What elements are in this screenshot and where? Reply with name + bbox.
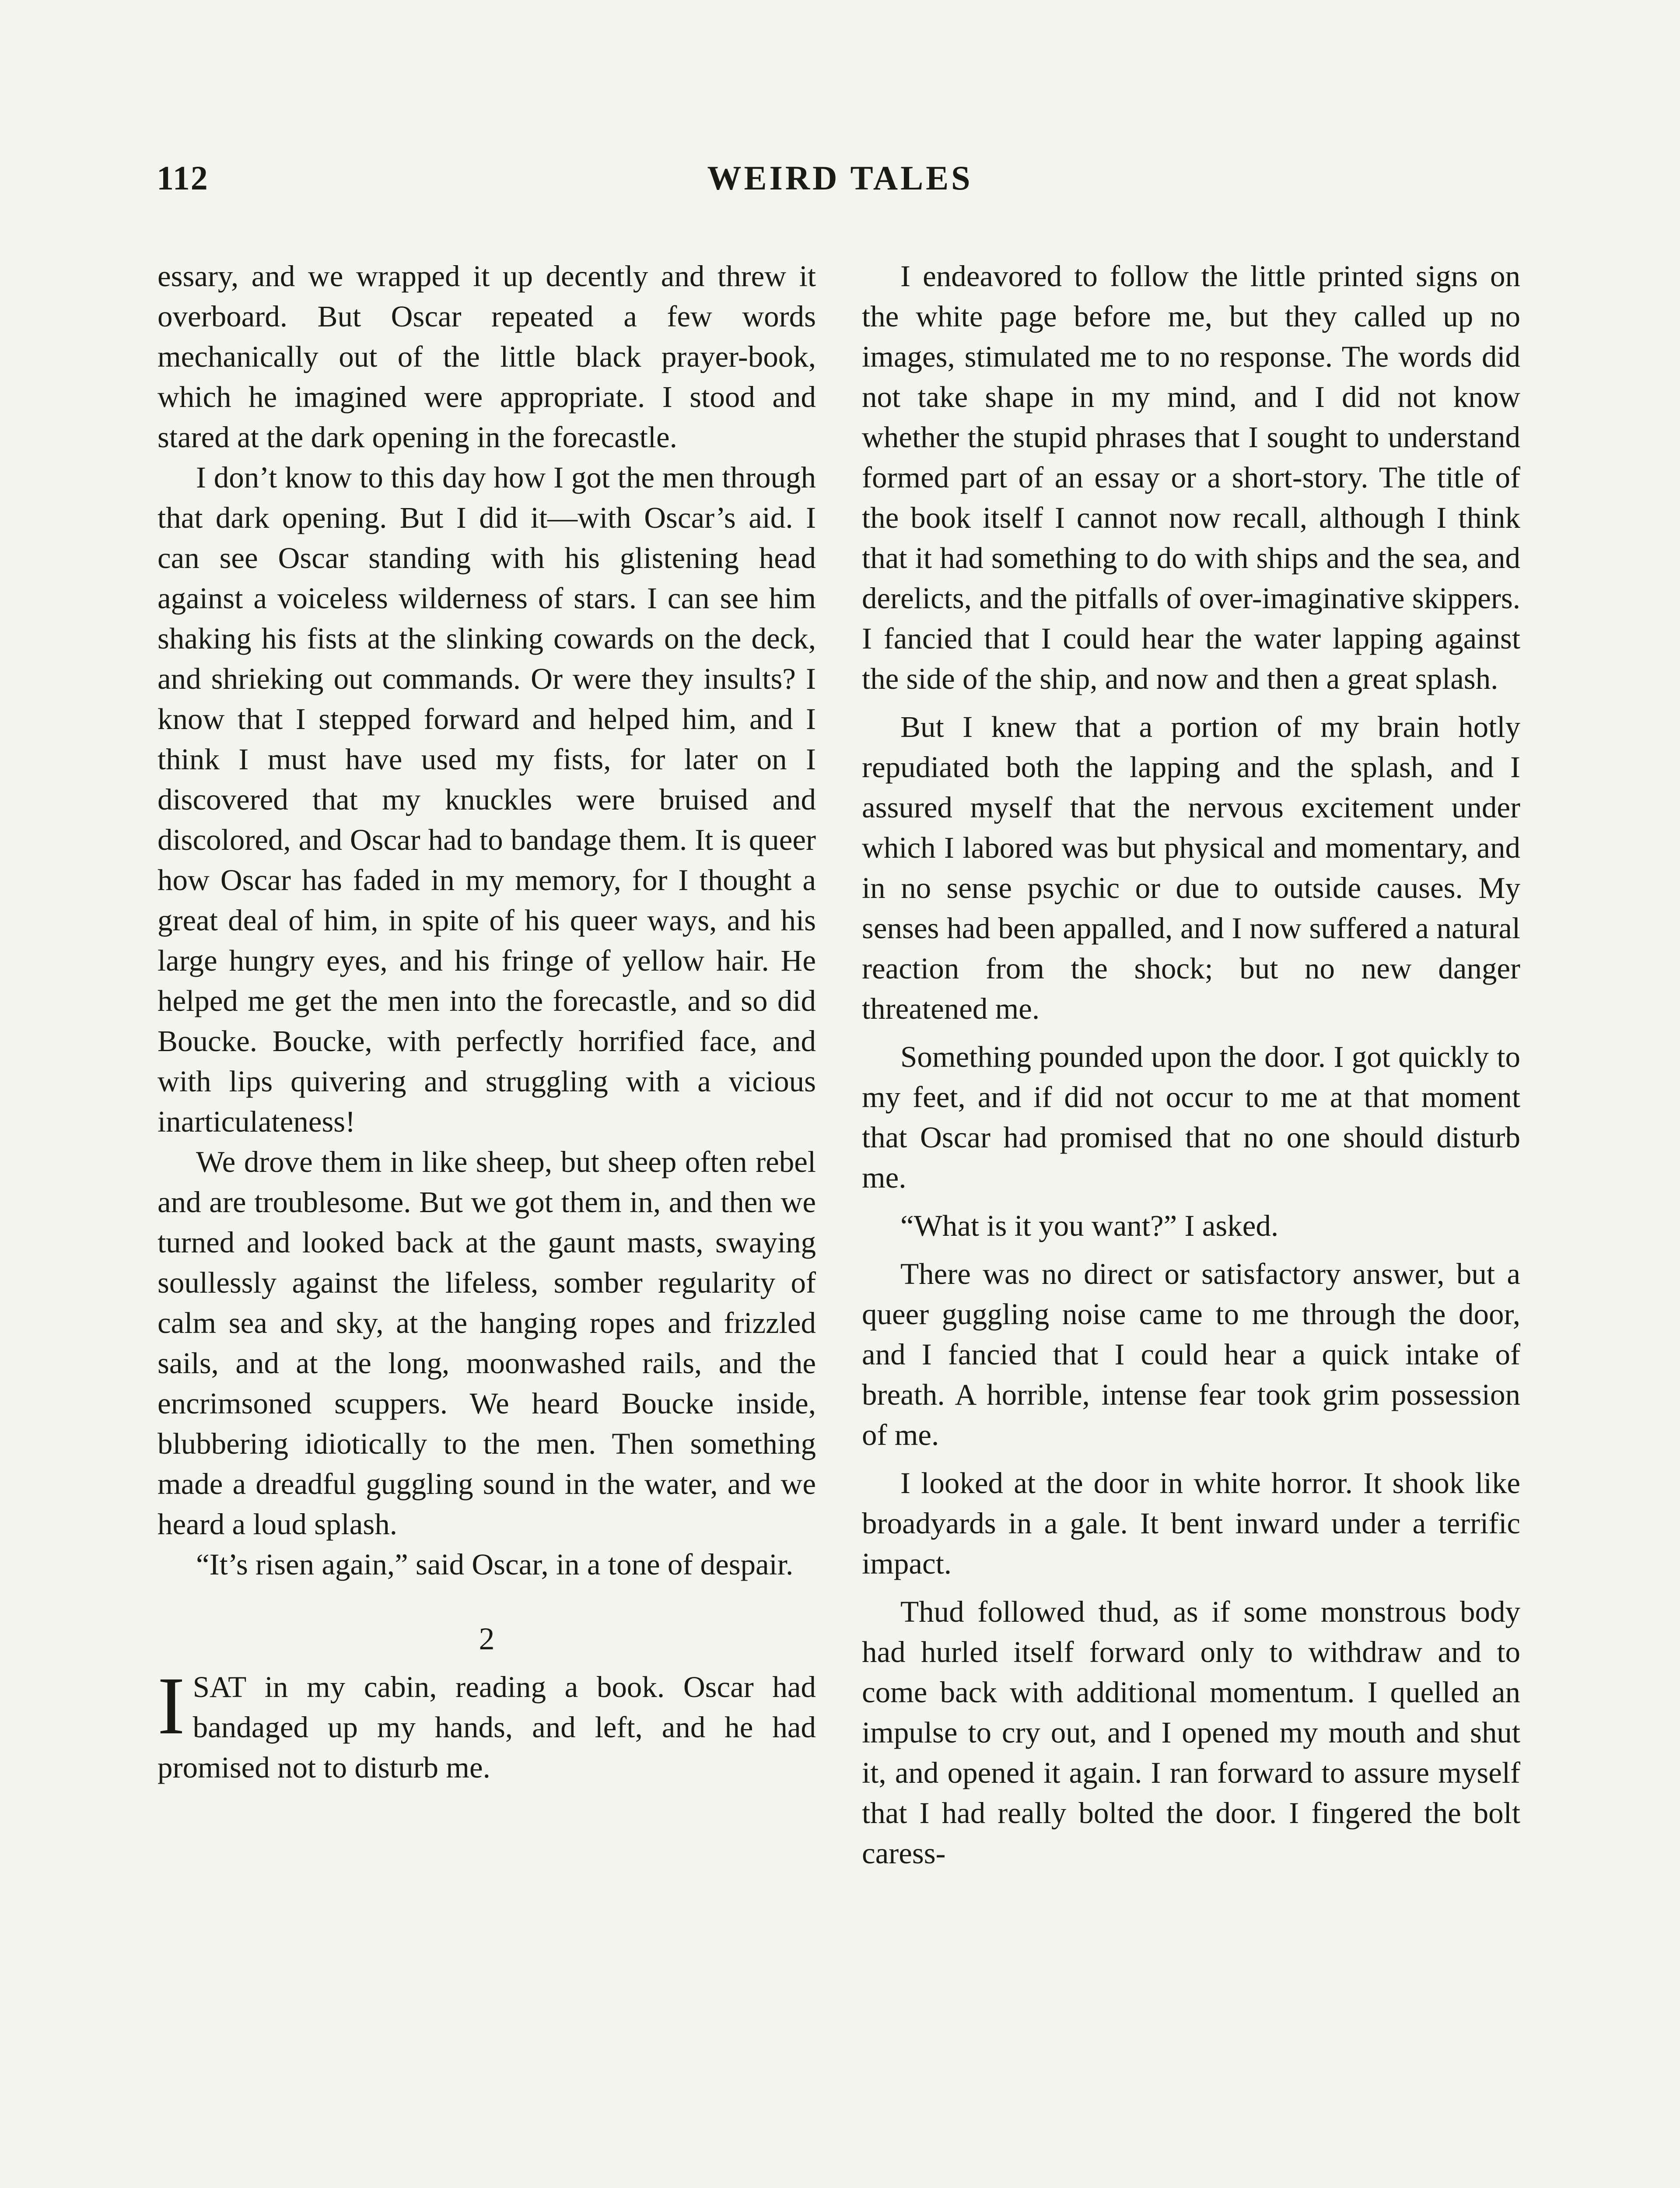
paragraph: “It’s risen again,” said Oscar, in a tone of despair. (196, 1548, 794, 1581)
paragraph: Thud followed thud, as if some monstrous body had hurled itself forward only to withdraw and to come back with additional momentum. I quelled an impulse to cry out, and I opened my mouth and shut it, and opened it again. I ran forward to assure myself that I had really bolted the door. I fingered the bolt caress- (862, 1595, 1520, 1870)
paragraph: essary, and we wrapped it up decently and threw it overboard. But Oscar repeated a few words mechanically out of the little black prayer-book, which he imagined were appropriate. I stood and stared at the dark opening in the forecastle. (158, 259, 816, 454)
paragraph: There was no direct or satisfactory answer, but a queer guggling noise came to me through the door, and I fancied that I could hear a quick intake of breath. A horrible, intense fear took grim possession of me. (862, 1257, 1520, 1452)
right-column (862, 256, 1520, 1873)
section-number: 2 (479, 1621, 495, 1656)
paragraph: Something pounded upon the door. I got quickly to my feet, and if did not occur to me at that moment that Oscar had promised that no one should disturb me. (862, 1040, 1520, 1194)
paragraph: I endeavored to follow the little printed signs on the white page before me, but they called up no images, stimulated me to no response. The words did not take shape in my mind, and I did not know whether the stupid phrases that I sought to understand formed part of an essay or a short-story. The title of the book itself I cannot now recall, although I think that it had something to do with ships and the sea, and derelicts, and the pitfalls of over-imaginative skippers. I fancied that I could hear the water lapping against the side of the ship, and now and then a great splash. (862, 259, 1520, 695)
page-header (0, 158, 1680, 202)
paragraph: I don’t know to this day how I got the men through that dark opening. But I did it—with Oscar’s aid. I can see Oscar standing with his glistening head against a voiceless wilderness of stars. I can see him shaking his fists at the slinking cowards on the deck, and shrieking out commands. Or were they insults? I know that I stepped forward and helped him, and I think I must have used my fists, for later on I discovered that my knuckles were bruised and discolored, and Oscar had to bandage them. It is queer how Oscar has faded in my memory, for I thought a great deal of him, in spite of his queer ways, and his large hungry eyes, and his fringe of yellow hair. He helped me get the men into the forecastle, and so did Boucke. Boucke, with perfectly horrified face, and with lips quivering and struggling with a vicious inarticulateness! (158, 461, 816, 1138)
magazine-title: WEIRD TALES (707, 159, 973, 197)
drop-cap: I (158, 1660, 185, 1751)
dropcap-paragraph (158, 1660, 816, 1788)
paragraph: But I knew that a portion of my brain hotly repudiated both the lapping and the splash, and I assured myself that the nervous excitement under which I labored was but physical and momentary, and in no sense psychic or due to outside causes. My senses had been appalled, and I now suffered a natural reaction from the shock; but no new danger threatened me. (862, 710, 1520, 1025)
dropcap-paragraph-text: SAT in my cabin, reading a book. Oscar had bandaged up my hands, and left, and he had promised not to disturb me. (158, 1670, 816, 1784)
paragraph: “What is it you want?” I asked. (900, 1209, 1279, 1242)
paragraph: I looked at the door in white horror. It shook like broadyards in a gale. It bent inward under a terrific impact. (862, 1466, 1520, 1580)
page-number: 112 (157, 159, 209, 197)
paragraph: We drove them in like sheep, but sheep often rebel and are troublesome. But we got them in, and then we turned and looked back at the gaunt masts, swaying soullessly against the lifeless, somber regularity of calm sea and sky, at the hanging ropes and frizzled sails, and at the long, moonwashed rails, and the encrimsoned scuppers. We heard Boucke inside, blubbering idiotically to the men. Then something made a dreadful guggling sound in the water, and we heard a loud splash. (158, 1145, 816, 1541)
left-column (158, 256, 816, 1788)
